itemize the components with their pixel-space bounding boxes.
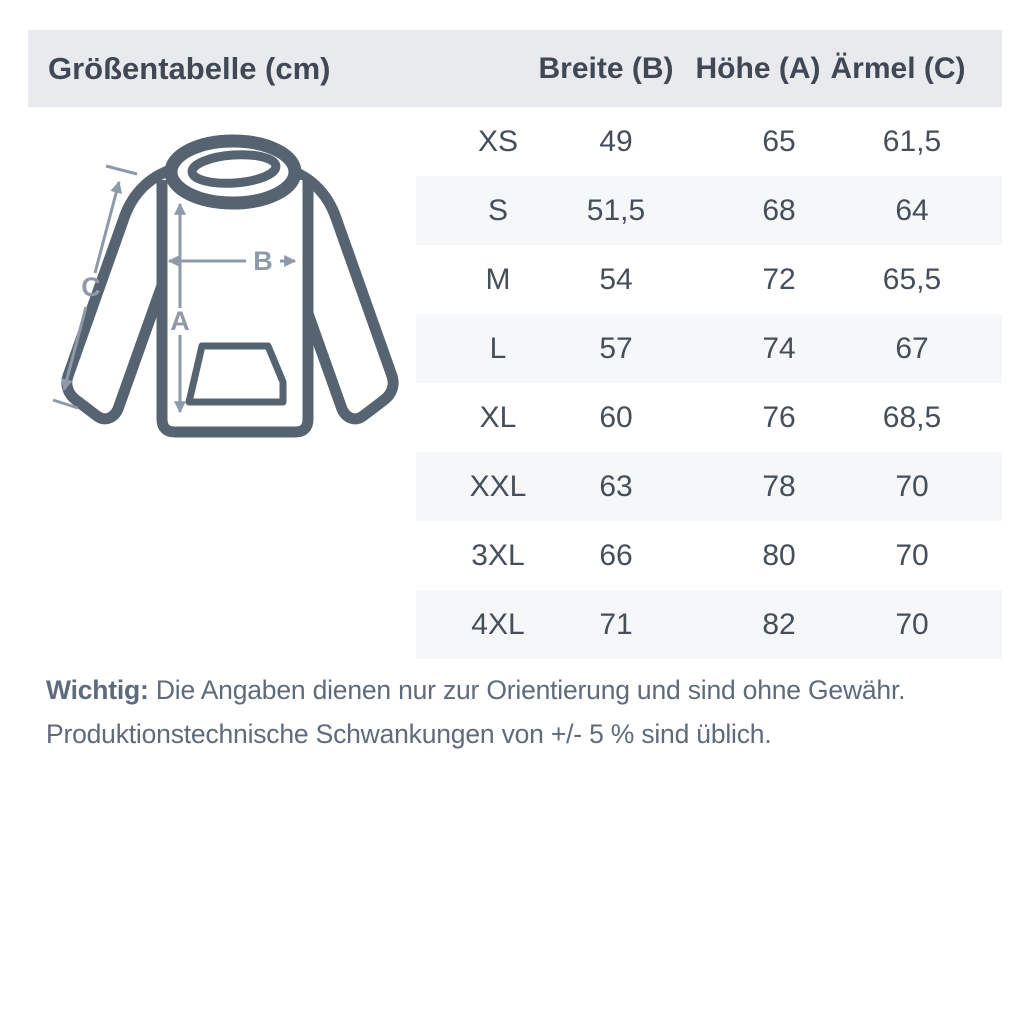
page-title: Größentabelle (cm) [48, 51, 331, 86]
table-row [416, 107, 1002, 176]
label-c: C [81, 272, 101, 302]
breite-value: 60 [599, 401, 633, 434]
hoehe-value: 78 [762, 470, 796, 503]
hoehe-value: 82 [762, 608, 796, 641]
footnote [46, 668, 986, 756]
breite-value: 54 [599, 263, 633, 296]
size-table [416, 107, 1002, 659]
breite-value: 49 [599, 125, 633, 158]
size-label: XL [479, 401, 517, 434]
hoodie-diagram [40, 130, 420, 460]
footnote-label: Wichtig: [46, 675, 149, 705]
aermel-value: 65,5 [882, 263, 942, 296]
aermel-value: 61,5 [882, 125, 942, 158]
table-row [416, 383, 1002, 452]
label-b: B [253, 246, 273, 276]
aermel-value: 70 [895, 470, 929, 503]
size-label: L [489, 332, 507, 365]
hoehe-value: 80 [762, 539, 796, 572]
breite-value: 57 [599, 332, 633, 365]
aermel-value: 70 [895, 539, 929, 572]
column-header-hoehe: Höhe (A) [695, 52, 821, 85]
footnote-line1: Wichtig: Die Angaben dienen nur zur Orientierung und sind ohne Gewähr. [46, 675, 906, 705]
column-header-aermel: Ärmel (C) [830, 52, 966, 85]
aermel-value: 68,5 [882, 401, 942, 434]
breite-value: 63 [599, 470, 633, 503]
hoehe-value: 74 [762, 332, 796, 365]
table-row [416, 314, 1002, 383]
table-row [416, 452, 1002, 521]
label-a: A [170, 306, 190, 336]
size-label: 3XL [471, 539, 525, 572]
breite-value: 71 [599, 608, 633, 641]
breite-value: 51,5 [586, 194, 646, 227]
aermel-value: 64 [895, 194, 929, 227]
aermel-value: 70 [895, 608, 929, 641]
table-row [416, 590, 1002, 659]
size-label: XXL [469, 470, 527, 503]
table-row [416, 176, 1002, 245]
breite-value: 66 [599, 539, 633, 572]
size-label: M [485, 263, 511, 296]
hoehe-value: 68 [762, 194, 796, 227]
size-chart-header [28, 30, 1002, 107]
aermel-value: 67 [895, 332, 929, 365]
size-label: S [487, 194, 509, 227]
hoodie-pocket [189, 346, 283, 402]
footnote-line2: Produktionstechnische Schwankungen von +/- 5 % sind üblich. [46, 719, 772, 749]
hoehe-value: 72 [762, 263, 796, 296]
size-label: XS [477, 125, 519, 158]
column-header-breite: Breite (B) [538, 52, 674, 85]
hoodie-hood [171, 141, 295, 203]
table-row [416, 245, 1002, 314]
size-label: 4XL [471, 608, 525, 641]
hoehe-value: 65 [762, 125, 796, 158]
table-row [416, 521, 1002, 590]
hoehe-value: 76 [762, 401, 796, 434]
